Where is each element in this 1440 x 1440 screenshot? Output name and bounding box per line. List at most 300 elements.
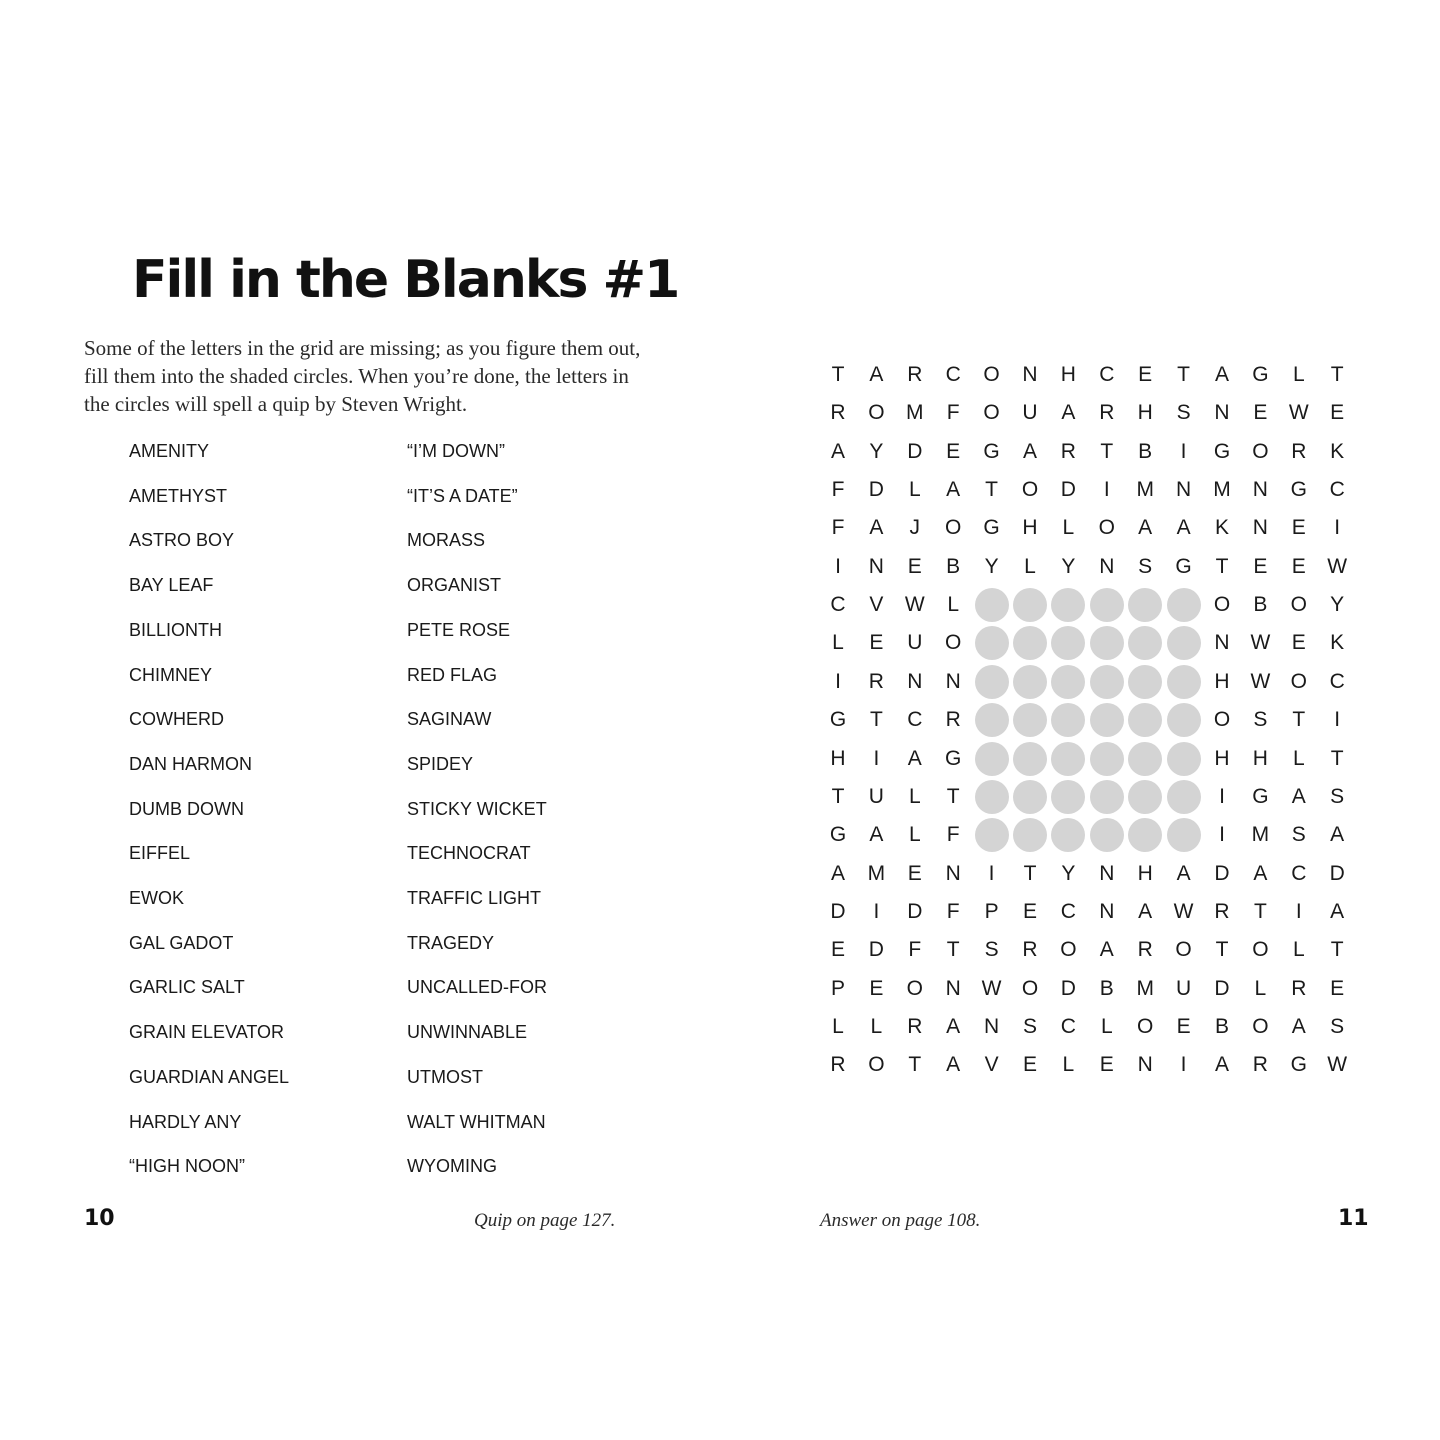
grid-letter: E <box>1330 976 1345 1000</box>
grid-letter: W <box>1288 401 1309 425</box>
grid-letter: A <box>1214 1053 1229 1077</box>
grid-letter: C <box>1060 899 1076 923</box>
grid-letter: A <box>1138 516 1153 540</box>
grid-letter: S <box>1022 1014 1037 1038</box>
grid-letter: A <box>1176 516 1191 540</box>
grid-letter: T <box>1177 363 1190 386</box>
grid-letter: L <box>1100 1014 1113 1038</box>
grid-letter: N <box>945 861 961 885</box>
grid-letter: N <box>1137 1053 1153 1077</box>
grid-letter: I <box>835 554 841 578</box>
grid-letter: F <box>831 478 845 502</box>
blank-circle[interactable] <box>975 742 1009 776</box>
blank-circle[interactable] <box>1051 665 1085 699</box>
word-list-right-item: UNCALLED-FOR <box>407 977 548 998</box>
grid-letter: R <box>868 669 884 693</box>
grid-letter: B <box>946 554 961 578</box>
grid-letter: L <box>1062 1053 1075 1077</box>
grid-letter: L <box>1292 363 1305 386</box>
grid-letter: B <box>1253 593 1268 617</box>
blank-circle[interactable] <box>1013 665 1047 699</box>
word-list-right-item: TECHNOCRAT <box>407 843 531 864</box>
grid-letter: A <box>1291 784 1306 808</box>
grid-letter: M <box>906 401 924 425</box>
grid-letter: N <box>1252 516 1268 540</box>
grid-letter: D <box>868 938 884 962</box>
grid-letter: H <box>1137 861 1153 885</box>
grid-letter: A <box>1138 899 1153 923</box>
grid-letter: C <box>1291 861 1307 885</box>
grid-letter: E <box>869 631 884 655</box>
word-list-right-item: RED FLAG <box>407 664 498 685</box>
grid-letter: C <box>830 593 846 617</box>
blank-circle[interactable] <box>1090 665 1124 699</box>
grid-letter: L <box>908 823 921 847</box>
grid-letter: W <box>1250 669 1271 693</box>
grid-letter: L <box>947 593 960 617</box>
grid-letter: L <box>1254 976 1267 1000</box>
grid-letter: A <box>1061 401 1076 425</box>
grid-letter: Y <box>869 439 884 463</box>
grid-letter: H <box>1214 746 1230 770</box>
word-list-left-item: GUARDIAN ANGEL <box>129 1066 290 1087</box>
grid-letter: L <box>1024 554 1036 578</box>
grid-letter: E <box>1291 631 1306 655</box>
word-list-right-item: SPIDEY <box>407 753 474 774</box>
grid-letter: I <box>873 746 880 770</box>
grid-letter: O <box>868 401 885 425</box>
grid-letter: O <box>1021 478 1039 502</box>
word-list-left-item: HARDLY ANY <box>129 1111 242 1132</box>
grid-letter: T <box>869 708 883 732</box>
grid-letter: D <box>1214 976 1230 1000</box>
grid-letter: E <box>946 439 961 463</box>
grid-letter: U <box>1022 401 1038 425</box>
grid-letter: I <box>1180 439 1187 463</box>
grid-letter: O <box>1060 938 1077 962</box>
grid-letter: L <box>832 631 844 655</box>
grid-letter: O <box>906 976 923 1000</box>
grid-letter: N <box>1099 554 1115 578</box>
grid-letter: R <box>1137 938 1153 962</box>
grid-letter: O <box>1137 1014 1154 1038</box>
grid-letter: C <box>1060 1014 1076 1038</box>
word-list-left-item: AMENITY <box>129 441 210 461</box>
grid-letter: A <box>1291 1014 1306 1038</box>
grid-letter: R <box>907 363 923 386</box>
grid-letter: G <box>945 746 962 770</box>
grid-letter: N <box>907 669 923 693</box>
grid-letter: A <box>946 1053 961 1077</box>
grid-letter: T <box>1330 938 1344 962</box>
grid-letter: N <box>868 554 884 578</box>
grid-letter: U <box>868 784 884 808</box>
grid-letter: Y <box>1330 593 1345 617</box>
grid-letter: T <box>831 363 845 386</box>
grid-letter: B <box>1099 976 1114 1000</box>
grid-letter: D <box>1329 861 1345 885</box>
grid-letter: H <box>1022 516 1038 540</box>
grid-letter: S <box>1291 823 1306 847</box>
grid-letter: S <box>1330 784 1345 808</box>
grid-letter: O <box>1290 669 1307 693</box>
grid-letter: V <box>984 1053 999 1077</box>
left-page-number: 10 <box>84 1206 115 1231</box>
grid-letter: E <box>1022 899 1037 923</box>
grid-letter: O <box>1252 1014 1269 1038</box>
grid-letter: B <box>1214 1014 1229 1038</box>
word-list-left-item: ASTRO BOY <box>129 530 235 551</box>
grid-letter: L <box>908 478 921 502</box>
word-list-left-item: BAY LEAF <box>129 575 214 596</box>
grid-letter: T <box>946 784 960 808</box>
grid-letter: K <box>1330 439 1345 463</box>
page-title: Fill in the Blanks #1 <box>132 250 679 310</box>
grid-letter: M <box>867 861 886 885</box>
grid-letter: E <box>1022 1053 1037 1077</box>
blank-circle[interactable] <box>975 665 1009 699</box>
grid-letter: O <box>983 401 1000 425</box>
grid-letter: F <box>831 516 845 540</box>
grid-letter: O <box>983 363 1000 386</box>
grid-letter: O <box>868 1053 885 1077</box>
grid-letter: R <box>1060 439 1076 463</box>
grid-letter: N <box>1022 363 1038 386</box>
grid-letter: R <box>1214 899 1230 923</box>
grid-letter: J <box>909 516 921 540</box>
grid-letter: A <box>1330 899 1345 923</box>
grid-letter: S <box>1330 1014 1345 1038</box>
blank-circle[interactable] <box>1090 588 1124 622</box>
grid-letter: O <box>945 631 962 655</box>
word-list-right-item: ORGANIST <box>407 575 502 596</box>
grid-letter: A <box>1214 363 1229 386</box>
grid-letter: N <box>945 976 961 1000</box>
word-list-right-item: STICKY WICKET <box>407 798 547 819</box>
word-list-right-item: “I’M DOWN” <box>407 441 505 461</box>
grid-letter: I <box>1180 1053 1187 1077</box>
grid-letter: E <box>1330 401 1345 425</box>
blank-circle[interactable] <box>1090 780 1124 814</box>
blank-circle[interactable] <box>1013 742 1047 776</box>
grid-letter: A <box>1330 823 1345 847</box>
grid-letter: T <box>1292 708 1306 732</box>
grid-letter: C <box>907 708 923 732</box>
grid-letter: F <box>908 938 922 962</box>
grid-letter: M <box>1136 478 1154 502</box>
blank-circle[interactable] <box>1167 742 1201 776</box>
grid-letter: E <box>1291 554 1306 578</box>
instructions: Some of the letters in the grid are missing; as you figure them out, fill them into the shaded circles. When you’re done, the letters in the circles will spell a quip by Steven Wright. <box>84 336 641 416</box>
grid-letter: S <box>1253 708 1268 732</box>
grid-letter: H <box>1060 363 1076 386</box>
grid-letter: O <box>1175 938 1192 962</box>
grid-letter: I <box>835 669 841 693</box>
grid-letter: S <box>1176 401 1191 425</box>
grid-letter: G <box>1290 1053 1307 1077</box>
grid-letter: P <box>984 899 999 923</box>
grid-letter: D <box>1060 976 1076 1000</box>
grid-letter: W <box>904 593 925 617</box>
grid-letter: I <box>1103 478 1110 502</box>
grid-letter: T <box>908 1053 922 1077</box>
word-list-right-item: WALT WHITMAN <box>407 1111 546 1132</box>
grid-letter: W <box>981 976 1002 1000</box>
word-list-left-item: DUMB DOWN <box>129 798 244 819</box>
grid-letter: R <box>1291 976 1307 1000</box>
grid-letter: O <box>945 516 962 540</box>
grid-letter: O <box>1252 938 1269 962</box>
grid-letter: L <box>870 1014 883 1038</box>
grid-letter: K <box>1330 631 1345 655</box>
grid-letter: O <box>1252 439 1269 463</box>
blank-circle[interactable] <box>975 588 1009 622</box>
blank-circle[interactable] <box>1051 703 1085 737</box>
word-list-left-item: COWHERD <box>129 709 224 730</box>
grid-letter: N <box>984 1014 1000 1038</box>
grid-letter: F <box>946 401 960 425</box>
grid-letter: R <box>945 708 961 732</box>
grid-letter: D <box>907 899 923 923</box>
grid-letter: A <box>830 861 845 885</box>
grid-letter: A <box>1099 938 1114 962</box>
grid-letter: F <box>946 899 960 923</box>
blank-circle[interactable] <box>1051 742 1085 776</box>
grid-letter: A <box>869 363 884 386</box>
grid-letter: G <box>829 708 847 732</box>
grid-letter: E <box>1253 401 1268 425</box>
grid-letter: I <box>1295 899 1302 923</box>
grid-letter: O <box>1213 593 1231 617</box>
grid-letter: S <box>1138 554 1153 578</box>
blank-circle[interactable] <box>975 703 1009 737</box>
grid-letter: A <box>946 478 961 502</box>
grid-letter: I <box>1219 784 1225 808</box>
grid-letter: M <box>1213 478 1231 502</box>
grid-letter: S <box>984 938 999 962</box>
word-list-right-item: UTMOST <box>407 1066 483 1087</box>
grid-letter: N <box>1099 861 1115 885</box>
blank-circle[interactable] <box>1128 703 1162 737</box>
grid-letter: T <box>1330 746 1344 770</box>
grid-letter: E <box>1176 1014 1191 1038</box>
grid-letter: N <box>1214 401 1230 425</box>
blank-circle[interactable] <box>975 818 1009 852</box>
grid-letter: E <box>869 976 884 1000</box>
grid-letter: I <box>873 899 880 923</box>
grid-letter: T <box>1215 938 1229 962</box>
grid-letter: U <box>907 631 923 655</box>
blank-circle[interactable] <box>1167 665 1201 699</box>
word-list-right-item: SAGINAW <box>407 709 492 730</box>
grid-letter: O <box>1290 593 1307 617</box>
grid-letter: M <box>1251 823 1270 847</box>
blank-circle[interactable] <box>975 626 1009 660</box>
grid-letter: E <box>1138 363 1153 386</box>
grid-letter: I <box>1334 708 1341 732</box>
blank-circle[interactable] <box>1167 703 1201 737</box>
grid-letter: R <box>1291 439 1307 463</box>
grid-letter: W <box>1173 899 1194 923</box>
grid-letter: D <box>868 478 884 502</box>
grid-letter: E <box>907 554 922 578</box>
grid-letter: G <box>1290 478 1307 502</box>
grid-letter: O <box>1098 516 1115 540</box>
grid-letter: I <box>1219 823 1225 847</box>
blank-circle[interactable] <box>1167 818 1201 852</box>
grid-letter: W <box>1327 1053 1348 1077</box>
grid-letter: O <box>1021 976 1039 1000</box>
grid-letter: R <box>1022 938 1038 962</box>
blank-circle[interactable] <box>1167 780 1201 814</box>
grid-letter: A <box>907 746 922 770</box>
word-list-right-item: MORASS <box>407 530 486 551</box>
grid-letter: A <box>1176 861 1191 885</box>
blank-circle[interactable] <box>1167 588 1201 622</box>
grid-letter: L <box>1292 938 1305 962</box>
blank-circle[interactable] <box>1090 626 1124 660</box>
word-list-left-item: GARLIC SALT <box>129 977 245 998</box>
grid-letter: Y <box>1061 861 1076 885</box>
grid-letter: N <box>1176 478 1192 502</box>
grid-letter: B <box>1138 439 1153 463</box>
word-list-left-item: “HIGH NOON” <box>129 1156 245 1177</box>
grid-letter: D <box>1060 478 1076 502</box>
word-list-left-item: DAN HARMON <box>129 753 253 774</box>
answer-note: Answer on page 108. <box>820 1210 981 1231</box>
word-list-left-item: GAL GADOT <box>129 932 234 953</box>
grid-letter: I <box>1334 516 1341 540</box>
grid-letter: Y <box>984 554 999 578</box>
blank-circle[interactable] <box>1128 626 1162 660</box>
blank-circle[interactable] <box>1167 626 1201 660</box>
grid-letter: T <box>985 478 998 502</box>
grid-letter: G <box>983 439 1000 463</box>
grid-letter: W <box>1327 554 1348 578</box>
grid-letter: H <box>1252 746 1268 770</box>
blank-circle[interactable] <box>1013 818 1047 852</box>
grid-letter: L <box>1062 516 1075 540</box>
grid-letter: I <box>988 861 995 885</box>
blank-circle[interactable] <box>1051 818 1085 852</box>
word-list-right-item: “IT’S A DATE” <box>407 485 518 506</box>
grid-letter: T <box>1253 899 1267 923</box>
grid-letter: C <box>1329 669 1345 693</box>
blank-circle[interactable] <box>1051 588 1085 622</box>
grid-letter: D <box>830 899 846 923</box>
blank-circle[interactable] <box>1128 742 1162 776</box>
blank-circle[interactable] <box>1128 588 1162 622</box>
blank-circle[interactable] <box>1090 742 1124 776</box>
grid-letter: U <box>1176 976 1192 1000</box>
grid-letter: A <box>830 439 845 463</box>
grid-letter: N <box>1099 899 1115 923</box>
grid-letter: T <box>1330 363 1344 386</box>
grid-letter: L <box>908 784 921 808</box>
blank-circle[interactable] <box>1128 780 1162 814</box>
blank-circle[interactable] <box>1051 780 1085 814</box>
grid-letter: T <box>1023 861 1037 885</box>
grid-letter: T <box>946 938 960 962</box>
blank-circle[interactable] <box>1090 818 1124 852</box>
blank-circle[interactable] <box>1013 588 1047 622</box>
grid-letter: V <box>869 593 884 617</box>
grid-letter: E <box>1291 516 1306 540</box>
grid-letter: E <box>1253 554 1268 578</box>
grid-letter: T <box>1215 554 1229 578</box>
grid-letter: R <box>907 1014 923 1038</box>
quip-note: Quip on page 127. <box>474 1210 616 1231</box>
grid-letter: G <box>829 823 847 847</box>
grid-letter: G <box>983 516 1000 540</box>
grid-letter: N <box>1252 478 1268 502</box>
grid-letter: T <box>1100 439 1114 463</box>
grid-letter: E <box>1099 1053 1114 1077</box>
grid-letter: D <box>907 439 923 463</box>
word-list-left-item: EWOK <box>129 888 185 908</box>
word-list-left-item: AMETHYST <box>129 485 228 506</box>
grid-letter: Y <box>1061 554 1076 578</box>
grid-letter: R <box>830 1053 846 1077</box>
right-page-number: 11 <box>1338 1206 1369 1231</box>
grid-letter: H <box>1214 669 1230 693</box>
word-list-left-item: GRAIN ELEVATOR <box>129 1022 285 1043</box>
blank-circle[interactable] <box>1013 626 1047 660</box>
grid-letter: G <box>1213 439 1231 463</box>
grid-letter: F <box>946 823 960 847</box>
grid-letter: H <box>1137 401 1153 425</box>
grid-letter: R <box>830 401 846 425</box>
grid-letter: A <box>869 516 884 540</box>
blank-circle[interactable] <box>975 780 1009 814</box>
grid-letter: A <box>1022 439 1037 463</box>
grid-letter: E <box>907 861 922 885</box>
grid-letter: T <box>831 784 845 808</box>
grid-letter: G <box>1252 784 1269 808</box>
grid-letter: C <box>945 363 961 386</box>
grid-letter: R <box>1099 401 1115 425</box>
word-list-right-item: WYOMING <box>407 1156 497 1177</box>
word-list-right-item: UNWINNABLE <box>407 1022 528 1043</box>
blank-circle[interactable] <box>1090 703 1124 737</box>
grid-letter: G <box>1252 363 1269 386</box>
grid-letter: M <box>1136 976 1154 1000</box>
grid-letter: H <box>830 746 846 770</box>
grid-letter: D <box>1214 861 1230 885</box>
grid-letter: R <box>1252 1053 1268 1077</box>
grid-letter: L <box>1292 746 1305 770</box>
grid-letter: C <box>1329 478 1345 502</box>
blank-circle[interactable] <box>1128 665 1162 699</box>
word-list-left-item: BILLIONTH <box>129 619 223 640</box>
grid-letter: E <box>830 938 845 962</box>
grid-letter: N <box>1214 631 1230 655</box>
grid-letter: A <box>946 1014 961 1038</box>
blank-circle[interactable] <box>1051 626 1085 660</box>
blank-circle[interactable] <box>1128 818 1162 852</box>
blank-circle[interactable] <box>1013 703 1047 737</box>
blank-circle[interactable] <box>1013 780 1047 814</box>
grid-letter: L <box>832 1014 844 1038</box>
grid-letter: P <box>830 976 845 1000</box>
grid-letter: A <box>1253 861 1268 885</box>
word-list-left-item: CHIMNEY <box>129 664 213 685</box>
word-list-right-item: PETE ROSE <box>407 619 511 640</box>
grid-letter: W <box>1250 631 1271 655</box>
grid-letter: N <box>945 669 961 693</box>
word-list-right-item: TRAFFIC LIGHT <box>407 888 541 908</box>
grid-letter: C <box>1099 363 1115 386</box>
